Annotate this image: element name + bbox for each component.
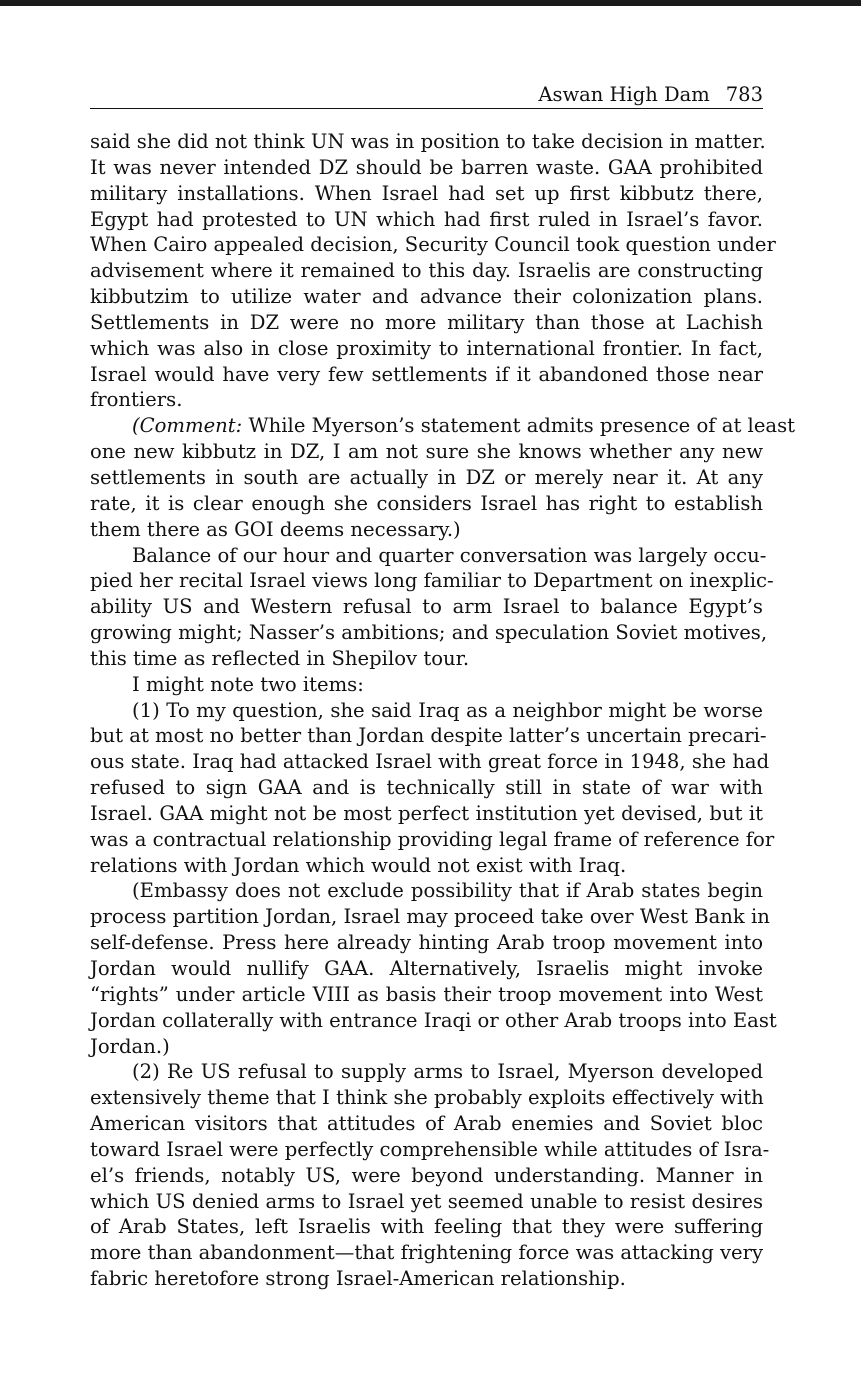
text-line: Egypt had protested to UN which had first ruled in Israel’s favor. [90,207,763,231]
text-line: military installations. When Israel had set up first kibbutz there, [90,181,763,205]
text-line: Jordan collaterally with entrance Iraqi or other Arab troops into East [90,1008,777,1032]
page-body [90,129,796,1292]
paragraph-4 [90,672,763,698]
text-line: Settlements in DZ were no more military than those at Lachish [90,310,763,334]
paragraph-embassy [90,878,777,1059]
paragraph-3 [90,543,774,672]
text-line: (2) Re US refusal to supply arms to Israel, Myerson developed [132,1060,763,1084]
text-line: this time as reflected in Shepilov tour. [90,646,470,670]
text-line: Israel would have very few settlements if it abandoned those near [90,362,763,386]
text-line: ous state. Iraq had attacked Israel with great force in 1948, she had [90,750,770,774]
text-line: ability US and Western refusal to arm Israel to balance Egypt’s [90,595,763,619]
paragraph-1 [90,129,776,413]
text-line: extensively theme that I think she probably exploits effectively with [90,1086,764,1110]
text-line [90,413,796,439]
text-line: Israel. GAA might not be most perfect institution yet devised, but it [90,801,763,825]
text-line: When Cairo appealed decision, Security Council took question under [90,233,776,257]
text-line: Balance of our hour and quarter conversation was largely occu- [132,543,767,567]
text-line: kibbutzim to utilize water and advance their colonization plans. [90,285,763,309]
scan-top-edge [0,0,861,6]
text-line: was a contractual relationship providing legal frame of reference for [90,827,775,851]
text-line: I might note two items: [132,672,364,696]
text-line: “rights” under article VIII as basis their troop movement into West [90,982,763,1006]
running-header [90,82,763,109]
text-line: el’s friends, notably US, were beyond understanding. Manner in [90,1163,763,1187]
text-line: refused to sign GAA and is technically still in state of war with [90,776,763,800]
text-line: Jordan would nullify GAA. Alternatively, Israelis might invoke [90,957,763,980]
text-line: but at most no better than Jordan despite latter’s uncertain precari- [90,724,767,748]
text-line: one new kibbutz in DZ, I am not sure she knows whether any new [90,440,763,464]
text-line: Jordan.) [90,1034,170,1058]
text-line: (Embassy does not exclude possibility that if Arab states begin [132,879,763,903]
text-line: It was never intended DZ should be barren waste. GAA prohibited [90,155,763,179]
text-line: which US denied arms to Israel yet seemed unable to resist desires [90,1189,763,1213]
running-title: Aswan High Dam [538,83,710,106]
text-line: pied her recital Israel views long familiar to Department on inexplic- [90,569,774,593]
page-number: 783 [725,83,763,106]
text-line: settlements in south are actually in DZ or merely near it. At any [90,465,763,489]
text-line: American visitors that attitudes of Arab enemies and Soviet bloc [90,1112,763,1136]
text-line: toward Israel were perfectly comprehensible while attitudes of Isra- [90,1137,770,1161]
text-line: process partition Jordan, Israel may proceed take over West Bank in [90,905,770,929]
text-line: (1) To my question, she said Iraq as a neighbor might be worse [132,698,763,722]
text-line: said she did not think UN was in position to take decision in matter. [90,130,766,153]
text-line: relations with Jordan which would not exist with Iraq. [90,853,627,877]
text-line: them there as GOI deems necessary.) [90,517,461,541]
text-line: frontiers. [90,388,183,412]
text-line: self-defense. Press here already hinting Arab troop movement into [90,931,763,955]
comment-label: (Comment: [132,414,243,438]
paragraph-comment [90,413,796,542]
text-line: rate, it is clear enough she considers Israel has right to establish [90,491,763,515]
paragraph-item-2 [90,1059,770,1292]
text-line: which was also in close proximity to international frontier. In fact, [90,336,763,360]
text-line: fabric heretofore strong Israel-American relationship. [90,1267,626,1291]
paragraph-item-1 [90,698,775,879]
text-fragment: While Myerson’s statement admits presence of at least [242,414,796,438]
text-line: of Arab States, left Israelis with feeling that they were suffering [90,1215,763,1239]
text-line: advisement where it remained to this day. Israelis are constructing [90,259,763,283]
text-line: growing might; Nasser’s ambitions; and speculation Soviet motives, [90,621,768,645]
text-line: more than abandonment—that frightening force was attacking very [90,1241,764,1265]
